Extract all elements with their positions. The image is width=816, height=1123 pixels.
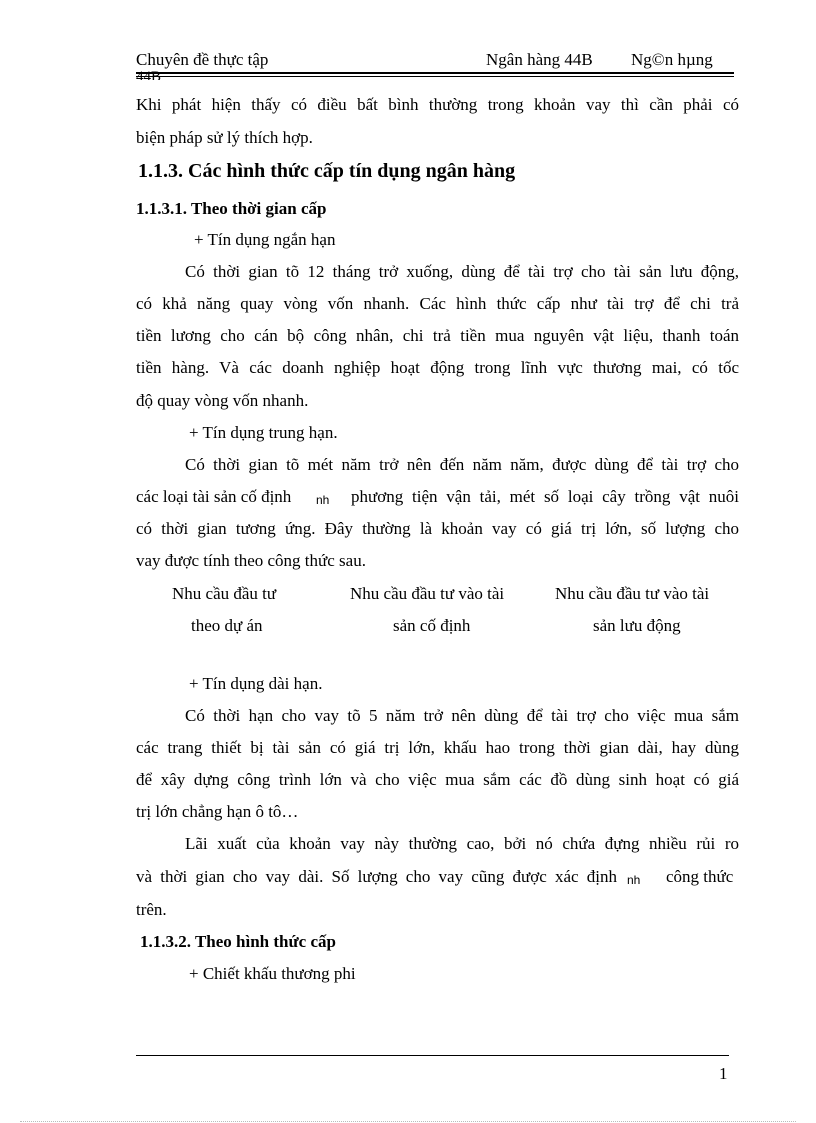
- long-term-line-4: trị lớn chẳng hạn ô tô…: [136, 802, 299, 821]
- formula-col2-line1: Nhu cầu đầu tư vào tài: [350, 584, 505, 603]
- interest-line-1: Lãi xuất của khoản vay này thường cao, bởi nó chứa đựng nhiều rủi ro: [185, 834, 739, 853]
- short-term-line-4: tiền hàng. Và các doanh nghiệp hoạt động trong lĩnh vực thương mai, có tốc: [136, 358, 739, 377]
- long-term-line-1: Có thời hạn cho vay tõ 5 năm trở nên dùng để tài trợ cho việc mua sắm: [185, 706, 739, 725]
- interest-line-2a: và thời gian cho vay dài. Số lượng cho vay cũng được xác định: [136, 867, 617, 886]
- short-term-line-3: tiền lương cho cán bộ công nhân, chi trả tiền mua nguyên vật liệu, thanh toán: [136, 326, 739, 345]
- page-number: 1: [719, 1064, 728, 1083]
- intro-line-2: biện pháp sử lý thích hợp.: [136, 128, 313, 147]
- header-overflow: 44B: [136, 70, 162, 80]
- header-rule-bottom: [136, 76, 734, 77]
- header-right: Ng©n hµng: [631, 50, 713, 69]
- formula-col3-line2: sản lưu động: [593, 616, 681, 635]
- formula-col3-line1: Nhu cầu đầu tư vào tài: [555, 584, 710, 603]
- short-term-line-5: độ quay vòng vốn nhanh.: [136, 391, 309, 410]
- inline-nh-1: nh: [316, 493, 330, 507]
- header-middle: Ngân hàng 44B: [486, 50, 593, 69]
- medium-term-line-2b: phương tiện vận tải, mét số loại cây trồng vật nuôi: [351, 487, 739, 506]
- formula-col1-line1: Nhu cầu đầu tư: [172, 584, 277, 603]
- discount-label: + Chiết khấu thương phi: [189, 964, 356, 983]
- short-term-label: + Tín dụng ngắn hạn: [194, 230, 336, 249]
- subsection-heading-1: 1.1.3.1. Theo thời gian cấp: [136, 199, 327, 218]
- header-left: Chuyên đề thực tập: [136, 50, 269, 69]
- long-term-line-2: các trang thiết bị tài sản có giá trị lớn, khấu hao trong thời gian dài, hay dùng: [136, 738, 739, 757]
- formula-col1-line2: theo dự án: [191, 616, 263, 635]
- medium-term-line-2a: các loại tài sản cố định: [136, 487, 292, 506]
- medium-term-line-4: vay được tính theo công thức sau.: [136, 551, 366, 570]
- inline-nh-2: nh: [627, 873, 641, 887]
- short-term-line-1: Có thời gian tõ 12 tháng trở xuống, dùng để tài trợ cho tài sản lưu động,: [185, 262, 739, 281]
- medium-term-label: + Tín dụng trung hạn.: [189, 423, 338, 442]
- page-edge-dotted-line: [20, 1121, 796, 1122]
- header-rule-top: [136, 72, 734, 74]
- interest-line-2b: công thức: [666, 867, 734, 886]
- medium-term-line-3: có thời gian tương ứng. Đây thường là khoản vay có giá trị lớn, số lượng cho: [136, 519, 739, 538]
- formula-col2-line2: sản cố định: [393, 616, 471, 635]
- medium-term-line-1: Có thời gian tõ mét năm trở nên đến năm năm, được dùng để tài trợ cho: [185, 455, 739, 474]
- long-term-label: + Tín dụng dài hạn.: [189, 674, 323, 693]
- interest-line-3: trên.: [136, 900, 167, 919]
- section-heading: 1.1.3. Các hình thức cấp tín dụng ngân hàng: [138, 160, 516, 182]
- long-term-line-3: để xây dựng công trình lớn và cho việc mua sắm các đồ dùng sinh hoạt có giá: [136, 770, 739, 789]
- intro-line-1: Khi phát hiện thấy có điều bất bình thường trong khoản vay thì cần phải có: [136, 95, 739, 114]
- short-term-line-2: có khả năng quay vòng vốn nhanh. Các hình thức cấp như tài trợ để chi trả: [136, 294, 739, 313]
- subsection-heading-2: 1.1.3.2. Theo hình thức cấp: [140, 932, 336, 951]
- footer-rule: [136, 1055, 729, 1056]
